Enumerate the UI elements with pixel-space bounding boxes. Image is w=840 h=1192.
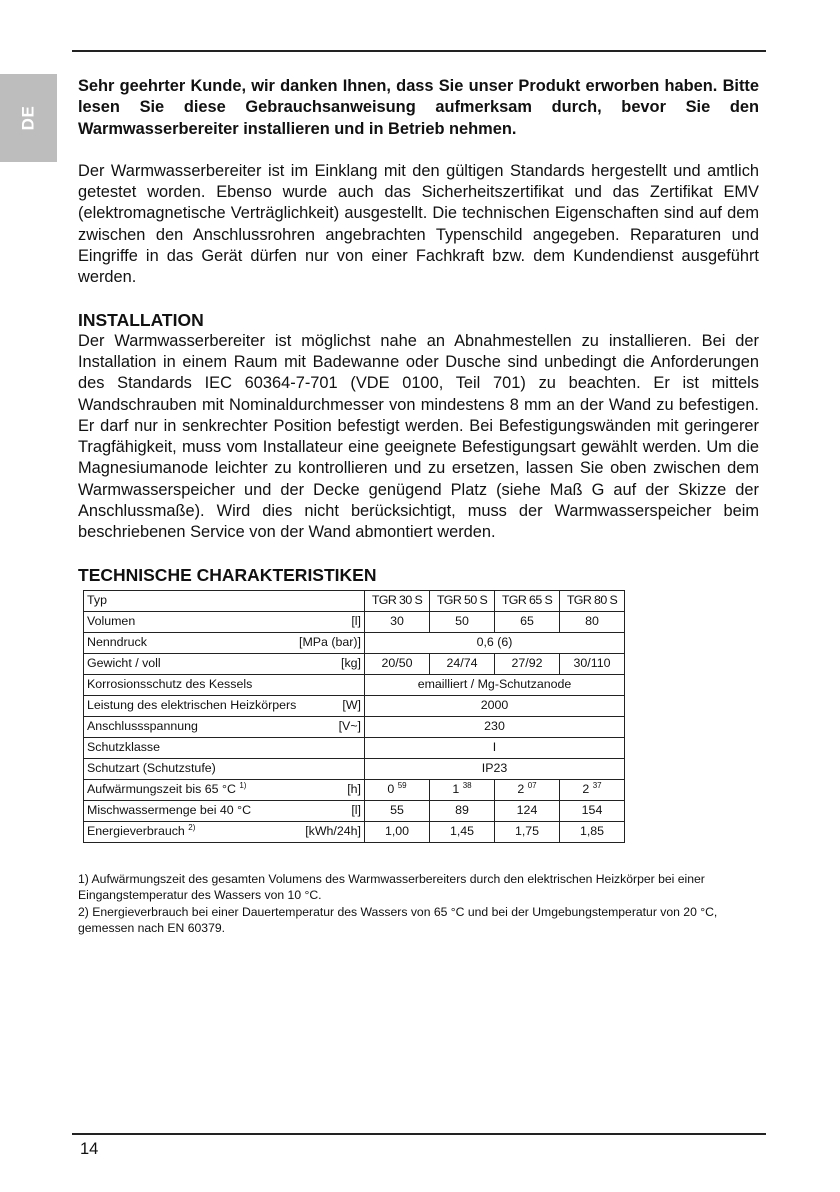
spec-row-label bbox=[87, 677, 252, 692]
spec-header-model: TGR 80 S bbox=[560, 590, 625, 611]
spec-value-text: 1,75 bbox=[514, 824, 540, 839]
spec-row-value bbox=[495, 611, 560, 632]
spec-value-text: 89 bbox=[455, 803, 469, 818]
spec-row-unit: [V~] bbox=[338, 719, 361, 734]
spec-row-value bbox=[560, 611, 625, 632]
spec-row-value bbox=[430, 611, 495, 632]
spec-row-label-cell bbox=[84, 779, 365, 800]
spec-row-label bbox=[87, 656, 161, 671]
spec-row-value bbox=[495, 800, 560, 821]
spec-value-text: 30 bbox=[390, 614, 404, 629]
spec-value-minutes: 38 bbox=[462, 781, 472, 791]
spec-value-text: 80 bbox=[585, 614, 599, 629]
spec-value-text: 1,85 bbox=[579, 824, 605, 839]
spec-row-unit: [W] bbox=[342, 698, 361, 713]
spec-row-value bbox=[495, 653, 560, 674]
spec-row-label bbox=[87, 824, 195, 839]
spec-value-minutes: 07 bbox=[527, 781, 537, 791]
spec-row-label-text: Volumen bbox=[87, 614, 136, 629]
spec-row-label-note: 1) bbox=[239, 781, 247, 791]
spec-row-label-text: Energieverbrauch bbox=[87, 824, 185, 839]
spec-row bbox=[84, 821, 625, 842]
spec-row-label-note: 2) bbox=[188, 823, 196, 833]
spec-row-label bbox=[87, 782, 246, 797]
spec-row-label-cell bbox=[84, 653, 365, 674]
language-tab bbox=[0, 74, 57, 162]
spec-value-text: 2 bbox=[517, 782, 525, 797]
spec-value-text: 2 bbox=[582, 782, 590, 797]
spec-row-label-text: Schutzklasse bbox=[87, 740, 161, 755]
spec-row-label-text: Gewicht / voll bbox=[87, 656, 161, 671]
spec-row-label-text: Anschlussspannung bbox=[87, 719, 198, 734]
spec-header-label: Typ bbox=[84, 590, 365, 611]
footnotes bbox=[78, 871, 759, 937]
spec-row bbox=[84, 695, 625, 716]
spec-row-label-cell bbox=[84, 611, 365, 632]
footnote-1: 1) Aufwärmungszeit des gesamten Volumens des Warmwasserbereiters durch den elektrischen Heizkörper bei einer Eingangstemperatur des Wassers von 10 °C. bbox=[78, 871, 705, 903]
spec-header-model: TGR 65 S bbox=[495, 590, 560, 611]
spec-value-text: 0 bbox=[387, 782, 395, 797]
spec-row-merged-value: 0,6 (6) bbox=[365, 632, 625, 653]
spec-row bbox=[84, 674, 625, 695]
language-tab-label: DE bbox=[18, 105, 38, 131]
intro-greeting: Sehr geehrter Kunde, wir danken Ihnen, dass Sie unser Produkt erworben haben. Bitte lesen Sie diese Gebrauchsanweisung aufmerksam durch, bevor Sie den Warmwasserbereiter installieren und in Betrieb nehmen. bbox=[78, 77, 759, 138]
spec-row-label-cell bbox=[84, 716, 365, 737]
spec-row-label bbox=[87, 698, 296, 713]
spec-row-label bbox=[87, 761, 216, 776]
bottom-rule bbox=[72, 1133, 766, 1135]
spec-row-label-text: Schutzart (Schutzstufe) bbox=[87, 761, 216, 776]
spec-row-merged-value: 2000 bbox=[365, 695, 625, 716]
spec-row-value bbox=[430, 779, 495, 800]
spec-row-value bbox=[430, 821, 495, 842]
spec-row-label bbox=[87, 803, 251, 818]
spec-row-label bbox=[87, 635, 147, 650]
spec-value-text: 50 bbox=[455, 614, 469, 629]
spec-value-text: 65 bbox=[520, 614, 534, 629]
spec-row-value bbox=[365, 779, 430, 800]
spec-row-label-text: Nenndruck bbox=[87, 635, 147, 650]
spec-value-text: 27/92 bbox=[511, 656, 543, 671]
spec-row-label-text: Aufwärmungszeit bis 65 °C bbox=[87, 782, 236, 797]
spec-row bbox=[84, 779, 625, 800]
spec-row-label-cell bbox=[84, 632, 365, 653]
spec-row-value bbox=[560, 779, 625, 800]
spec-row bbox=[84, 632, 625, 653]
spec-row bbox=[84, 716, 625, 737]
installation-paragraph: Der Warmwasserbereiter ist möglichst nahe an Abnahmestellen zu installieren. Bei der Installation in einem Raum mit Badewanne oder Dusche sind unbedingt die Anforderungen des Standards IEC 60364-7-701 (VDE 0100, Teil 701) zu beachten. Er ist mittels Wandschrauben mit Nominaldurchmesser von mindestens 8 mm an der Wand zu befestigen. Er darf nur in senkrechter Position befestigt werden. Bei Befestigungswänden mit geringerer Tragfähigkeit, muss vom Installateur eine geeignete Befestigungsart gewählt werden. Um die Magnesiumanode leichter zu kontrollieren und zu ersetzen, lassen Sie oben zwischen dem Warmwasserspeicher und der Decke genügend Platz (siehe Maß G auf der Skizze der Anschlussmaße). Wird dies nicht berücksichtigt, muss der Warmwasserspeicher beim beschriebenen Service von der Wand abmontiert werden. bbox=[78, 331, 759, 542]
installation-heading: INSTALLATION bbox=[78, 309, 204, 330]
spec-row bbox=[84, 737, 625, 758]
spec-row-value bbox=[365, 611, 430, 632]
spec-value-text: 30/110 bbox=[573, 656, 611, 671]
spec-row bbox=[84, 800, 625, 821]
spec-row bbox=[84, 611, 625, 632]
spec-header-row bbox=[84, 590, 625, 611]
spec-value-text: 1,45 bbox=[449, 824, 475, 839]
spec-value-text: 24/74 bbox=[446, 656, 478, 671]
spec-value-text: 20/50 bbox=[381, 656, 413, 671]
spec-row-label-cell bbox=[84, 737, 365, 758]
spec-row-merged-value: IP23 bbox=[365, 758, 625, 779]
spec-row-unit: [l] bbox=[351, 803, 361, 818]
spec-row-label bbox=[87, 614, 135, 629]
spec-value-text: 1 bbox=[452, 782, 460, 797]
spec-value-text: 1,00 bbox=[384, 824, 410, 839]
footnote-2: 2) Energieverbrauch bei einer Dauertemperatur des Wassers von 65 °C und bei der Umgebungstemperatur von 20 °C, gemessen nach EN 60379. bbox=[78, 904, 718, 936]
spec-row-unit: [h] bbox=[347, 782, 361, 797]
spec-row-value bbox=[430, 800, 495, 821]
page-number: 14 bbox=[80, 1140, 99, 1158]
spec-row-merged-value: emailliert / Mg-Schutzanode bbox=[365, 674, 625, 695]
spec-row-label-cell bbox=[84, 674, 365, 695]
spec-row-unit: [kWh/24h] bbox=[305, 824, 361, 839]
spec-row bbox=[84, 653, 625, 674]
spec-row-value bbox=[365, 821, 430, 842]
spec-row-value bbox=[430, 653, 495, 674]
spec-table bbox=[83, 590, 625, 843]
spec-row-label-text: Mischwassermenge bei 40 °C bbox=[87, 803, 252, 818]
spec-row-label-cell bbox=[84, 821, 365, 842]
spec-row-unit: [MPa (bar)] bbox=[299, 635, 361, 650]
spec-row-unit: [l] bbox=[351, 614, 361, 629]
spec-row-unit: [kg] bbox=[341, 656, 361, 671]
spec-row-value bbox=[365, 800, 430, 821]
spec-value-minutes: 59 bbox=[397, 781, 407, 791]
spec-row-value bbox=[560, 821, 625, 842]
spec-row-label-text: Korrosionsschutz des Kessels bbox=[87, 677, 253, 692]
spec-row-label-text: Leistung des elektrischen Heizkörpers bbox=[87, 698, 297, 713]
spec-row bbox=[84, 758, 625, 779]
spec-row-merged-value: I bbox=[365, 737, 625, 758]
spec-row-merged-value: 230 bbox=[365, 716, 625, 737]
spec-value-text: 55 bbox=[390, 803, 404, 818]
spec-header-model: TGR 50 S bbox=[430, 590, 495, 611]
spec-value-text: 124 bbox=[516, 803, 538, 818]
spec-row-label-cell bbox=[84, 758, 365, 779]
spec-row-value bbox=[495, 779, 560, 800]
spec-row-value bbox=[560, 800, 625, 821]
spec-value-minutes: 37 bbox=[592, 781, 602, 791]
top-rule bbox=[72, 50, 766, 52]
spec-row-label bbox=[87, 740, 160, 755]
spec-value-text: 154 bbox=[581, 803, 603, 818]
technical-heading: TECHNISCHE CHARAKTERISTIKEN bbox=[78, 564, 377, 585]
spec-row-value bbox=[560, 653, 625, 674]
page-content bbox=[78, 76, 759, 937]
spec-row-label-cell bbox=[84, 800, 365, 821]
spec-row-label-cell bbox=[84, 695, 365, 716]
intro-paragraph: Der Warmwasserbereiter ist im Einklang mit den gültigen Standards hergestellt und amtlich getestet worden. Ebenso wurde auch das Sicherheitszertifikat und das Zertifikat EMV (elektromagnetische Verträglichkeit) ausgestellt. Die technischen Eigenschaften sind auf dem zwischen den Anschlussrohren angebrachten Typenschild angegeben. Reparaturen und Eingriffe in das Gerät dürfen nur von einer Fachkraft bzw. dem Kundendienst ausgeführt werden. bbox=[78, 161, 759, 287]
spec-header-model: TGR 30 S bbox=[365, 590, 430, 611]
spec-row-value bbox=[495, 821, 560, 842]
spec-row-label bbox=[87, 719, 198, 734]
spec-row-value bbox=[365, 653, 430, 674]
